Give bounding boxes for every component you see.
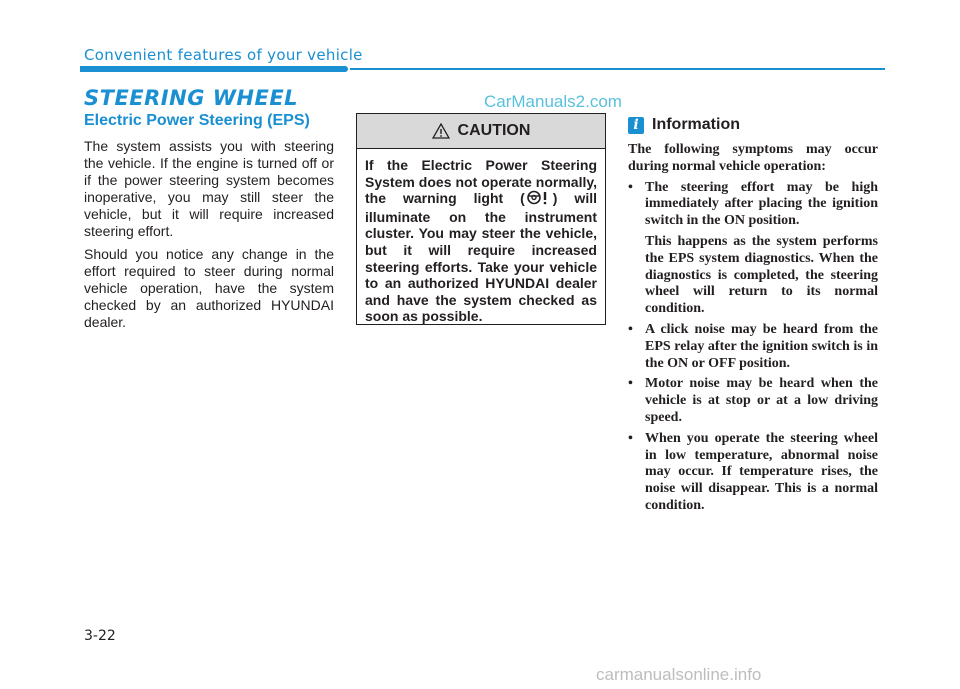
list-item-text: A click noise may be heard from the EPS relay after the ignition switch is in the ON or OFF position. xyxy=(645,321,878,371)
header-rule xyxy=(350,68,885,70)
eps-paragraph: The system assists you with steering the vehicle. If the engine is turned off or if the power steering system becomes inoperative, you may still steer the vehicle, but it will require increased steering effort. xyxy=(84,138,334,239)
list-item-text: Motor noise may be heard when the vehicle is at stop or at a low driving speed. xyxy=(645,376,878,425)
list-item-text: When you operate the steering wheel in low temperature, abnormal noise may occur. If temperature rises, the noise will disappear. This is a normal condition. xyxy=(645,430,878,513)
eps-paragraph: Should you notice any change in the effort required to steer during normal vehicle operation, have the system checked by an authorized HYUNDAI dealer. xyxy=(84,246,334,330)
page-number: 3-22 xyxy=(84,628,116,644)
eps-body xyxy=(84,138,334,337)
list-item-text: The steering effort may be high immediately after placing the ignition switch in the ON position. xyxy=(645,179,878,229)
bullet: • xyxy=(628,179,633,195)
bullet: • xyxy=(628,430,633,446)
footer-watermark[interactable]: carmanualsonline.info xyxy=(596,665,762,684)
information-title: Information xyxy=(652,116,740,133)
caution-header xyxy=(357,114,605,149)
list-item xyxy=(628,376,878,426)
caution-text xyxy=(357,149,605,325)
information-body xyxy=(628,142,878,519)
list-item xyxy=(628,431,878,515)
bullet: • xyxy=(628,376,633,392)
section-title: STEERING WHEEL xyxy=(84,86,299,110)
caution-label: CAUTION xyxy=(457,122,531,139)
list-item xyxy=(628,322,878,372)
list-item xyxy=(628,180,878,318)
information-header xyxy=(628,116,740,134)
warning-triangle-icon xyxy=(432,123,450,139)
header-bar xyxy=(80,66,348,72)
caution-text-start: If the Electric Power Steering System does not operate normally, the warning light ( xyxy=(365,157,597,207)
bullet: • xyxy=(628,321,633,337)
eps-warning-icon xyxy=(526,190,552,209)
symptom-list xyxy=(628,180,878,515)
chapter-header: Convenient features of your vehicle xyxy=(84,46,363,64)
watermark[interactable]: CarManuals2.com xyxy=(484,92,622,111)
eps-heading: Electric Power Steering (EPS) xyxy=(84,112,310,129)
list-item-extra: This happens as the system performs the EPS system diagnostics. When the diagnostics is completed, the steering wheel will return to its normal condition. xyxy=(645,233,878,317)
caution-box xyxy=(356,113,606,325)
information-intro: The following symptoms may occur during normal vehicle operation: xyxy=(628,142,878,174)
info-icon: i xyxy=(628,117,644,134)
caution-text-end: ) will illuminate on the instrument cluster. You may steer the vehicle, but it will require increased steering efforts. Take your vehicle to an authorized HYUNDAI dealer and have the system checked as soon as possible. xyxy=(365,190,597,325)
